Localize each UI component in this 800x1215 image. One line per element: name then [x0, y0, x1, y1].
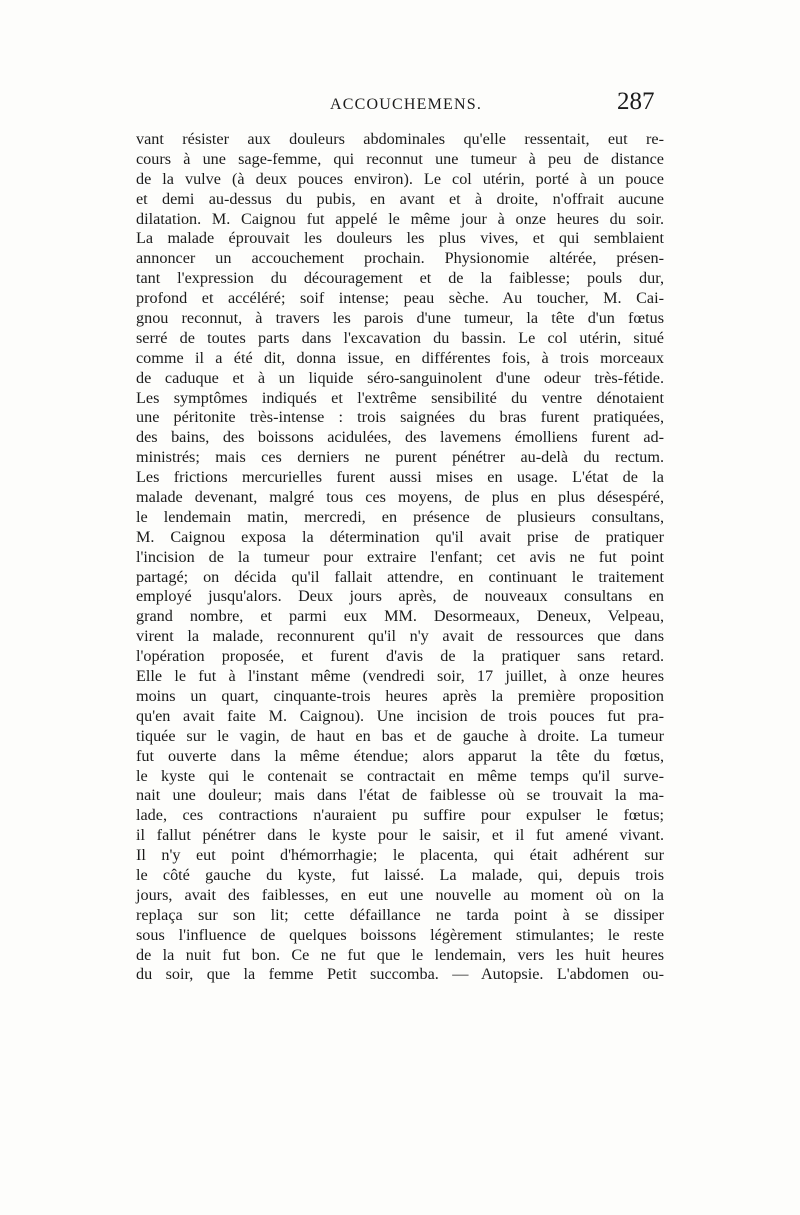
text-line: l'opération proposée, et furent d'avis de la pratiquer sans retard. [136, 647, 664, 666]
text-line: nait une douleur; mais dans l'état de faiblesse où se trouvait la ma- [136, 786, 664, 805]
text-line: malade devenant, malgré tous ces moyens, de plus en plus désespéré, [136, 488, 664, 507]
text-line: gnou reconnut, à travers les parois d'une tumeur, la tête d'un fœtus [136, 309, 664, 328]
text-line: vant résister aux douleurs abdominales qu'elle ressentait, eut re- [136, 130, 664, 148]
text-line: fut ouverte dans la même étendue; alors apparut la tête du fœtus, [136, 746, 664, 765]
text-line: qu'en avait faite M. Caignou). Une incision de trois pouces fut pra- [136, 706, 664, 725]
running-title: ACCOUCHEMENS. [330, 96, 483, 113]
text-line: jours, avait des faiblesses, en eut une nouvelle au moment où on la [136, 885, 664, 904]
text-line: de la vulve (à deux pouces environ). Le col utérin, porté à un pouce [136, 169, 664, 188]
text-line: le côté gauche du kyste, fut laissé. La malade, qui, depuis trois [136, 865, 664, 884]
text-line: Les frictions mercurielles furent aussi mises en usage. L'état de la [136, 468, 664, 487]
text-line: une péritonite très-intense : trois saignées du bras furent pratiquées, [136, 408, 664, 427]
text-line: sous l'influence de quelques boissons légèrement stimulantes; le reste [136, 925, 664, 944]
text-line: Elle le fut à l'instant même (vendredi soir, 17 juillet, à onze heures [136, 667, 664, 686]
text-line: profond et accéléré; soif intense; peau sèche. Au toucher, M. Cai- [136, 289, 664, 308]
text-line: l'incision de la tumeur pour extraire l'enfant; cet avis ne fut point [136, 547, 664, 566]
text-line: et demi au-dessus du pubis, en avant et à droite, n'offrait aucune [136, 189, 664, 208]
text-line: de caduque et à un liquide séro-sanguinolent d'une odeur très-fétide. [136, 368, 664, 387]
text-line: replaça sur son lit; cette défaillance ne tarda point à se dissiper [136, 905, 664, 924]
text-line: M. Caignou exposa la détermination qu'il avait prise de pratiquer [136, 527, 664, 546]
text-line: du soir, que la femme Petit succomba. — Autopsie. L'abdomen ou- [136, 965, 664, 984]
text-line: virent la malade, reconnurent qu'il n'y avait de ressources que dans [136, 627, 664, 646]
text-line: des bains, des boissons acidulées, des lavemens émolliens furent ad- [136, 428, 664, 447]
text-line: serré de toutes parts dans l'excavation du bassin. Le col utérin, situé [136, 328, 664, 347]
text-line: le kyste qui le contenait se contractait en même temps qu'il surve- [136, 766, 664, 785]
text-line: La malade éprouvait les douleurs les plus vives, et qui semblaient [136, 229, 664, 248]
text-line: lade, ces contractions n'auraient pu suffire pour expulser le fœtus; [136, 806, 664, 825]
text-line: comme il a été dit, donna issue, en différentes fois, à trois morceaux [136, 348, 664, 367]
text-line: moins un quart, cinquante-trois heures après la première proposition [136, 686, 664, 705]
text-line: employé jusqu'alors. Deux jours après, de nouveaux consultans en [136, 587, 664, 606]
text-line: le lendemain matin, mercredi, en présence de plusieurs consultans, [136, 507, 664, 526]
text-line: ministrés; mais ces derniers ne purent pénétrer au-delà du rectum. [136, 448, 664, 467]
text-line: grand nombre, et parmi eux MM. Desormeaux, Deneux, Velpeau, [136, 607, 664, 626]
text-line: tant l'expression du découragement et de la faiblesse; pouls dur, [136, 269, 664, 288]
body-text [136, 130, 664, 985]
text-line: annoncer un accouchement prochain. Physionomie altérée, présen- [136, 249, 664, 268]
text-line: tiquée sur le vagin, de haut en bas et de gauche à droite. La tumeur [136, 726, 664, 745]
text-line: Il n'y eut point d'hémorrhagie; le placenta, qui était adhérent sur [136, 846, 664, 865]
text-line: cours à une sage-femme, qui reconnut une tumeur à peu de distance [136, 149, 664, 168]
text-line: dilatation. M. Caignou fut appelé le même jour à onze heures du soir. [136, 209, 664, 228]
text-line: de la nuit fut bon. Ce ne fut que le lendemain, vers les huit heures [136, 945, 664, 964]
page-number: 287 [617, 88, 655, 115]
text-line: partagé; on décida qu'il fallait attendre, en continuant le traitement [136, 567, 664, 586]
text-line: Les symptômes indiqués et l'extrême sensibilité du ventre dénotaient [136, 388, 664, 407]
text-line: il fallut pénétrer dans le kyste pour le saisir, et il fut amené vivant. [136, 826, 664, 845]
